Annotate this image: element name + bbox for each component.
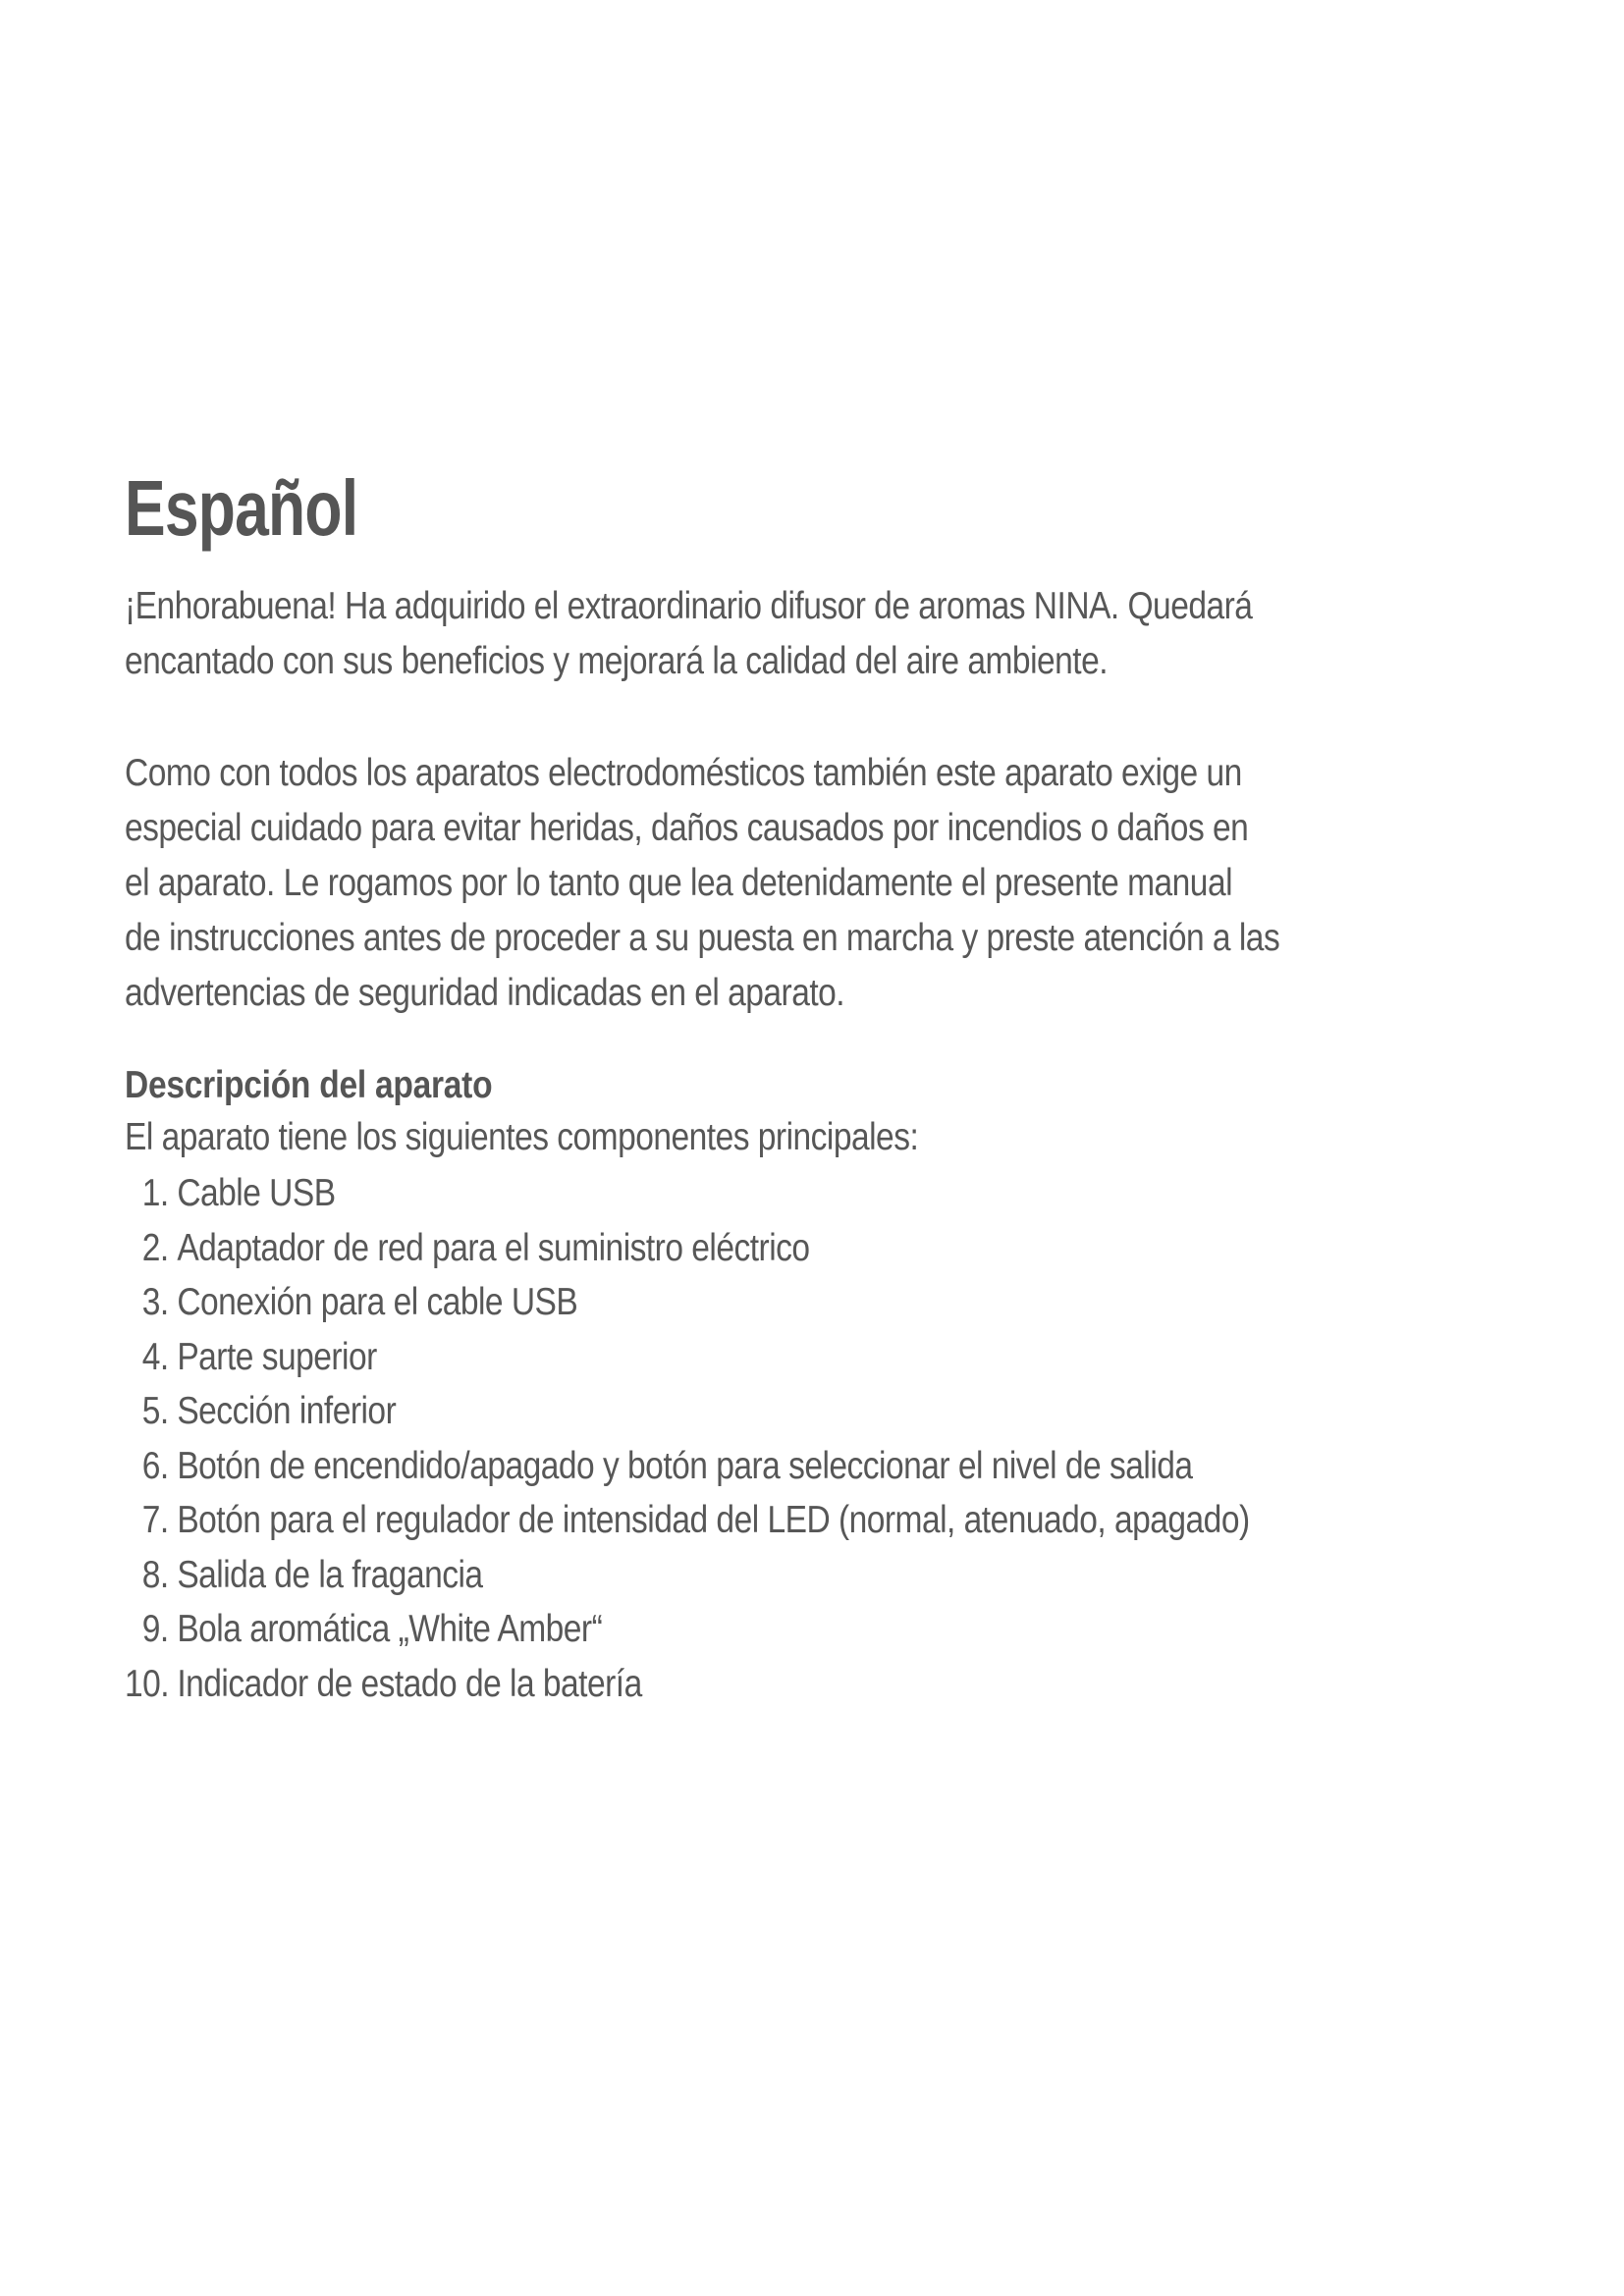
intro-paragraph bbox=[125, 579, 1252, 689]
list-item bbox=[125, 1439, 1250, 1494]
warning-line: especial cuidado para evitar heridas, daños causados por incendios o daños en bbox=[125, 807, 1249, 849]
list-item bbox=[125, 1330, 1250, 1385]
document-content bbox=[125, 464, 1480, 1705]
warning-paragraph bbox=[125, 746, 1279, 1021]
list-item-number: 10. bbox=[125, 1662, 170, 1705]
list-item-number: 4. bbox=[141, 1335, 169, 1378]
list-item bbox=[125, 1166, 1250, 1221]
list-item-text: Botón de encendido/apagado y botón para seleccionar el nivel de salida bbox=[177, 1444, 1193, 1487]
intro-line: ¡Enhorabuena! Ha adquirido el extraordinario difusor de aromas NINA. Quedará bbox=[125, 585, 1253, 627]
section-intro: El aparato tiene los siguientes componentes principales: bbox=[125, 1116, 919, 1158]
list-item-text: Cable USB bbox=[177, 1172, 336, 1214]
intro-line: encantado con sus beneficios y mejorará la calidad del aire ambiente. bbox=[125, 640, 1109, 682]
list-item-number: 1. bbox=[141, 1172, 169, 1214]
list-item-number: 3. bbox=[141, 1281, 169, 1323]
list-item bbox=[125, 1275, 1250, 1330]
list-item-text: Parte superior bbox=[177, 1335, 377, 1378]
list-item-number: 9. bbox=[141, 1608, 169, 1650]
list-item bbox=[125, 1221, 1250, 1276]
list-item bbox=[125, 1493, 1250, 1548]
warning-line: Como con todos los aparatos electrodomésticos también este aparato exige un bbox=[125, 752, 1242, 794]
warning-line: el aparato. Le rogamos por lo tanto que lea detenidamente el presente manual bbox=[125, 862, 1233, 904]
list-item-number: 8. bbox=[141, 1553, 169, 1596]
list-item-number: 2. bbox=[141, 1226, 169, 1269]
list-item-text: Sección inferior bbox=[177, 1390, 397, 1432]
list-item-text: Indicador de estado de la batería bbox=[177, 1662, 642, 1705]
list-item-number: 6. bbox=[141, 1444, 169, 1487]
list-item-text: Botón para el regulador de intensidad del LED (normal, atenuado, apagado) bbox=[177, 1499, 1250, 1541]
list-item-text: Bola aromática „White Amber“ bbox=[177, 1608, 603, 1650]
page-title: Español bbox=[125, 464, 358, 552]
warning-line: advertencias de seguridad indicadas en el aparato. bbox=[125, 972, 845, 1014]
list-item-text: Salida de la fragancia bbox=[177, 1553, 483, 1596]
warning-line: de instrucciones antes de proceder a su puesta en marcha y preste atención a las bbox=[125, 917, 1280, 959]
list-item bbox=[125, 1548, 1250, 1603]
list-item-number: 5. bbox=[141, 1390, 169, 1432]
list-item bbox=[125, 1602, 1250, 1657]
list-item-number: 7. bbox=[141, 1499, 169, 1541]
list-item-text: Conexión para el cable USB bbox=[177, 1281, 578, 1323]
list-item-text: Adaptador de red para el suministro eléctrico bbox=[177, 1226, 810, 1269]
list-item bbox=[125, 1384, 1250, 1439]
components-list bbox=[125, 1166, 1250, 1711]
section-title: Descripción del aparato bbox=[125, 1064, 493, 1106]
list-item bbox=[125, 1657, 1250, 1712]
